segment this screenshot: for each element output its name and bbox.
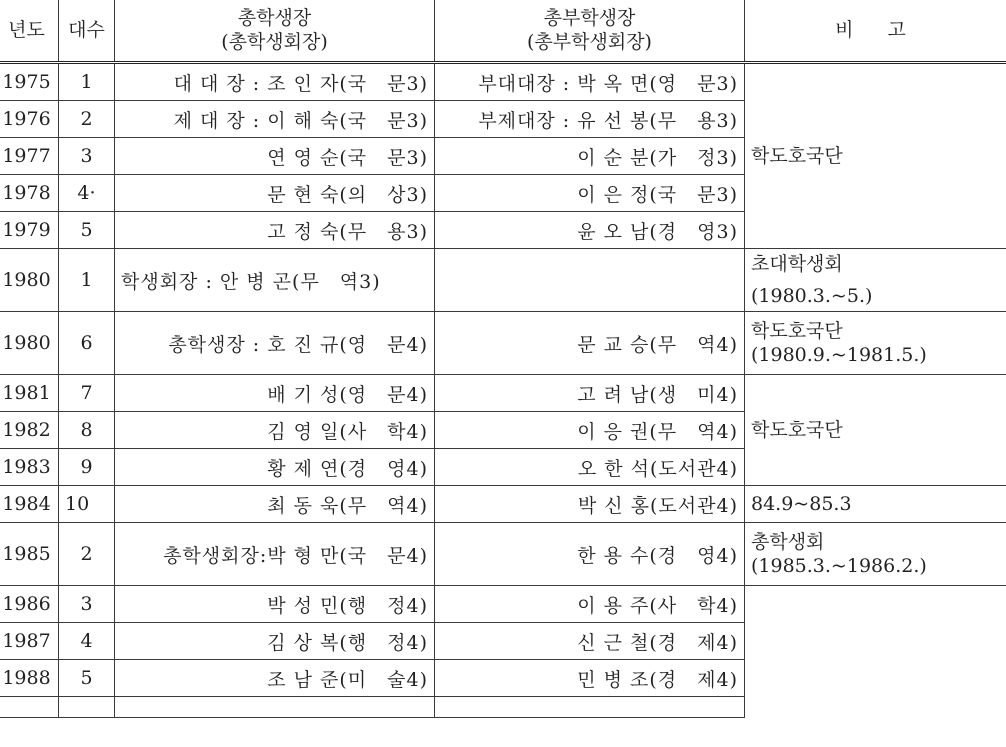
header-note: 비 고 — [745, 0, 1006, 63]
year-cell: 1980 — [0, 249, 59, 312]
header-dae: 대수 — [59, 0, 115, 63]
vice-president-cell: 박 신 홍(도서관4) — [435, 486, 745, 523]
president-cell: 배 기 성(영 문4) — [115, 375, 435, 412]
dae-cell: 5 — [59, 660, 115, 697]
year-cell: 1975 — [0, 63, 59, 101]
note-line: 총학생회 — [751, 531, 825, 553]
year-cell: 1979 — [0, 212, 59, 249]
vice-president-cell: 신 근 철(경 제4) — [435, 623, 745, 660]
president-cell: 제 대 장 : 이 해 숙(국 문3) — [115, 101, 435, 138]
note-cell: 학도호국단 — [745, 375, 1006, 486]
vice-president-cell: 이 용 주(사 학4) — [435, 586, 745, 623]
dae-cell: 4 — [59, 623, 115, 660]
note-cell: 학도호국단 — [745, 63, 1006, 249]
header-vice-line1: 총부학생장 — [543, 7, 636, 29]
vice-president-cell: 문 교 승(무 역4) — [435, 312, 745, 375]
dae-cell: 8 — [59, 412, 115, 449]
dae-cell: 5 — [59, 212, 115, 249]
president-cell — [115, 697, 435, 718]
vice-president-cell: 윤 오 남(경 영3) — [435, 212, 745, 249]
table-row — [0, 523, 1006, 586]
year-cell: 1980 — [0, 312, 59, 375]
table-row — [0, 63, 1006, 101]
dae-cell: 6 — [59, 312, 115, 375]
note-cell — [745, 586, 1006, 718]
note-cell — [745, 249, 1006, 312]
dae-cell: 10 — [59, 486, 115, 523]
president-cell: 황 제 연(경 영4) — [115, 449, 435, 486]
note-cell — [745, 523, 1006, 586]
president-cell: 대 대 장 : 조 인 자(국 문3) — [115, 63, 435, 101]
note-line: (1980.9.~1981.5.) — [751, 344, 927, 366]
vice-president-cell: 부제대장 : 유 선 봉(무 용3) — [435, 101, 745, 138]
president-cell: 학생회장 : 안 병 곤(무 역3) — [115, 249, 435, 312]
dae-cell — [59, 697, 115, 718]
note-line: (1980.3.~5.) — [751, 285, 873, 307]
vice-president-cell: 이 응 권(무 역4) — [435, 412, 745, 449]
vice-president-cell: 한 용 수(경 영4) — [435, 523, 745, 586]
note-line: 초대학생회 — [751, 253, 843, 275]
president-cell: 고 정 숙(무 용3) — [115, 212, 435, 249]
note-line: (1985.3.~1986.2.) — [751, 555, 927, 577]
dae-cell: 2 — [59, 101, 115, 138]
dae-cell: 1 — [59, 63, 115, 101]
year-cell: 1984 — [0, 486, 59, 523]
note-line: 학도호국단 — [751, 320, 843, 342]
table-row — [0, 249, 1006, 312]
vice-president-cell: 오 한 석(도서관4) — [435, 449, 745, 486]
year-cell — [0, 697, 59, 718]
header-year: 년도 — [0, 0, 59, 63]
dae-cell: 3 — [59, 138, 115, 175]
president-cell: 문 현 숙(의 상3) — [115, 175, 435, 212]
header-vice-president — [435, 0, 745, 63]
year-cell: 1981 — [0, 375, 59, 412]
dae-cell: 4· — [59, 175, 115, 212]
president-cell: 박 성 민(행 정4) — [115, 586, 435, 623]
table-row — [0, 486, 1006, 523]
dae-cell: 7 — [59, 375, 115, 412]
header-vice-line2: (총부학생회장) — [527, 31, 652, 53]
table-row — [0, 375, 1006, 412]
dae-cell: 2 — [59, 523, 115, 586]
table-row — [0, 586, 1006, 623]
year-cell: 1978 — [0, 175, 59, 212]
dae-cell: 9 — [59, 449, 115, 486]
year-cell: 1985 — [0, 523, 59, 586]
president-cell: 연 영 순(국 문3) — [115, 138, 435, 175]
year-cell: 1988 — [0, 660, 59, 697]
dae-cell: 3 — [59, 586, 115, 623]
year-cell: 1977 — [0, 138, 59, 175]
year-cell: 1983 — [0, 449, 59, 486]
vice-president-cell: 민 병 조(경 제4) — [435, 660, 745, 697]
note-cell — [745, 312, 1006, 375]
vice-president-cell — [435, 249, 745, 312]
president-cell: 김 상 복(행 정4) — [115, 623, 435, 660]
header-president-line1: 총학생장 — [237, 7, 312, 29]
president-cell: 김 영 일(사 학4) — [115, 412, 435, 449]
header-president — [115, 0, 435, 63]
president-cell: 총학생장 : 호 진 규(영 문4) — [115, 312, 435, 375]
year-cell: 1987 — [0, 623, 59, 660]
note-cell: 84.9~85.3 — [745, 486, 1006, 523]
year-cell: 1976 — [0, 101, 59, 138]
year-cell: 1986 — [0, 586, 59, 623]
president-cell: 총학생회장:박 형 만(국 문4) — [115, 523, 435, 586]
vice-president-cell — [435, 697, 745, 718]
header-president-line2: (총학생회장) — [221, 31, 328, 53]
dae-cell: 1 — [59, 249, 115, 312]
vice-president-cell: 이 은 정(국 문3) — [435, 175, 745, 212]
president-cell: 최 동 욱(무 역4) — [115, 486, 435, 523]
table-row — [0, 312, 1006, 375]
vice-president-cell: 부대대장 : 박 옥 면(영 문3) — [435, 63, 745, 101]
president-cell: 조 남 준(미 술4) — [115, 660, 435, 697]
vice-president-cell: 이 순 분(가 정3) — [435, 138, 745, 175]
header-row — [0, 0, 1006, 63]
year-cell: 1982 — [0, 412, 59, 449]
vice-president-cell: 고 려 남(생 미4) — [435, 375, 745, 412]
